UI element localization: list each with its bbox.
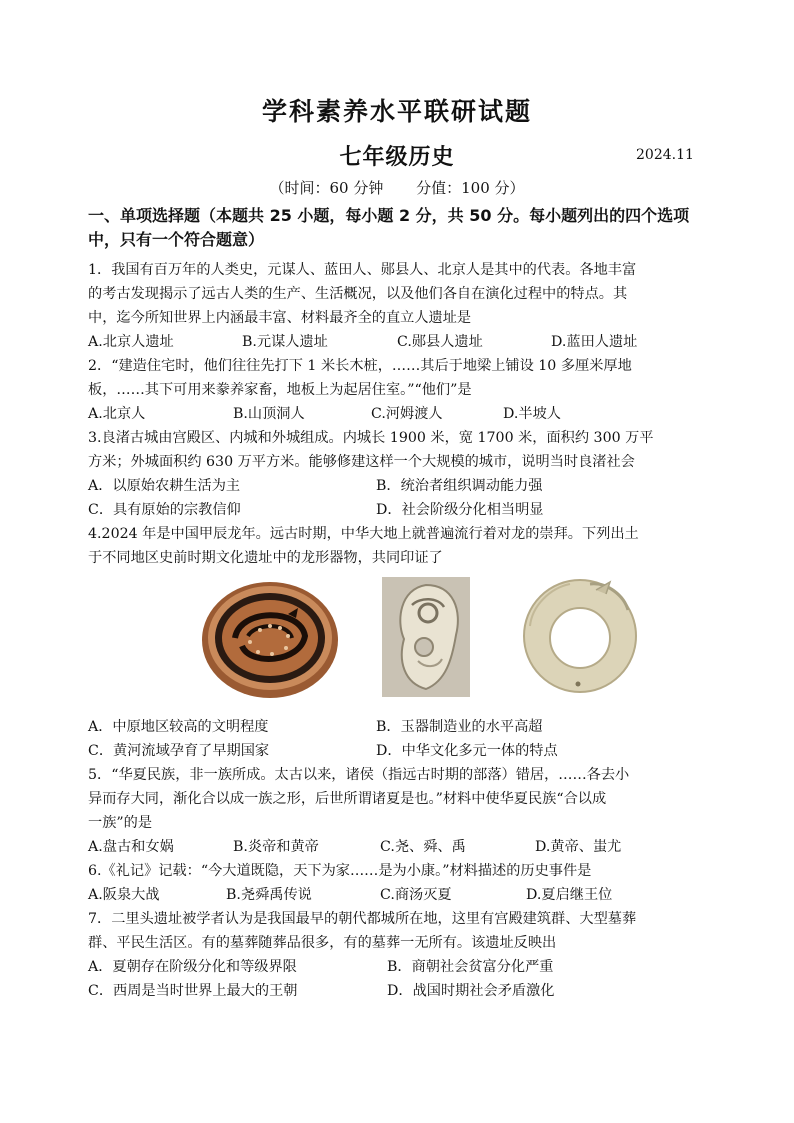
question-4-option-c[interactable]: C．黄河流域孕育了早期国家 xyxy=(88,743,270,759)
question-4-option-d[interactable]: D．中华文化多元一体的特点 xyxy=(376,743,558,759)
question-2-option-a[interactable]: A.北京人 xyxy=(88,406,146,422)
question-5-line-2: 异而存大同，渐化合以成一族之形，后世所谓诸夏是也。”材料中使华夏民族“合以成 xyxy=(88,791,607,807)
question-7-option-d[interactable]: D．战国时期社会矛盾激化 xyxy=(387,983,555,999)
exam-date: 2024.11 xyxy=(636,147,694,163)
question-4-line-1: 4.2024 年是中国甲辰龙年。远古时期，中华大地上就普遍流行着对龙的崇拜。下列出土 xyxy=(88,526,639,542)
question-7-option-c[interactable]: C．西周是当时世界上最大的王朝 xyxy=(88,983,298,999)
question-1-option-d[interactable]: D.蓝田人遗址 xyxy=(551,334,638,350)
exam-time: （时间：60 分钟 xyxy=(269,179,384,197)
question-3-option-a[interactable]: A．以原始农耕生活为主 xyxy=(88,478,241,494)
question-1-line-3: 中，迄今所知世界上内涵最丰富、材料最齐全的直立人遗址是 xyxy=(88,310,472,326)
question-5-line-1: 5．“华夏民族，非一族所成。太古以来，诸侯（指远古时期的部落）错居，……各去小 xyxy=(88,767,630,783)
question-2-option-c[interactable]: C.河姆渡人 xyxy=(371,406,443,422)
question-6-option-d[interactable]: D.夏启继王位 xyxy=(526,887,613,903)
question-1-line-2: 的考古发现揭示了远古人类的生产、生活概况，以及他们各自在演化过程中的特点。其 xyxy=(88,286,628,302)
question-5-option-b[interactable]: B.炎帝和黄帝 xyxy=(233,839,319,855)
question-5-line-3: 一族”的是 xyxy=(88,815,153,831)
question-5-option-c[interactable]: C.尧、舜、禹 xyxy=(380,839,466,855)
question-4-option-a[interactable]: A．中原地区较高的文明程度 xyxy=(88,719,269,735)
jade-c-shaped-dragon-image xyxy=(520,576,642,694)
question-3-option-b[interactable]: B．统治者组织调动能力强 xyxy=(376,478,543,494)
exam-title: 学科素养水平联研试题 xyxy=(261,97,532,126)
question-1-line-1: 1．我国有百万年的人类史，元谋人、蓝田人、郧县人、北京人是其中的代表。各地丰富 xyxy=(88,262,637,278)
question-3-option-d[interactable]: D．社会阶级分化相当明显 xyxy=(376,502,544,518)
jade-pig-dragon-image xyxy=(382,577,470,697)
question-6-option-b[interactable]: B.尧舜禹传说 xyxy=(226,887,312,903)
question-7-option-b[interactable]: B．商朝社会贫富分化严重 xyxy=(387,959,554,975)
question-2-option-d[interactable]: D.半坡人 xyxy=(503,406,561,422)
question-4-line-2: 于不同地区史前时期文化遗址中的龙形器物，共同印证了 xyxy=(88,550,443,566)
question-6-option-c[interactable]: C.商汤灭夏 xyxy=(380,887,452,903)
exam-score: 分值：100 分） xyxy=(416,179,525,197)
question-3-line-1: 3.良渚古城由宫殿区、内城和外城组成。内城长 1900 米，宽 1700 米，面积约 300 万平 xyxy=(88,430,654,446)
question-1-option-c[interactable]: C.郧县人遗址 xyxy=(397,334,483,350)
question-5-option-d[interactable]: D.黄帝、蚩尤 xyxy=(535,839,622,855)
question-3-option-c[interactable]: C．具有原始的宗教信仰 xyxy=(88,502,241,518)
question-2-line-2: 板，……其下可用来豢养家畜，地板上为起居住室。”“他们”是 xyxy=(88,382,472,398)
exam-subject: 七年级历史 xyxy=(339,145,455,170)
exam-meta xyxy=(0,177,794,198)
question-6-option-a[interactable]: A.阪泉大战 xyxy=(88,887,160,903)
question-4-option-b[interactable]: B．玉器制造业的水平高超 xyxy=(376,719,543,735)
question-1-option-a[interactable]: A.北京人遗址 xyxy=(88,334,174,350)
question-6-line-1: 6.《礼记》记载：“今大道既隐，天下为家……是为小康。”材料描述的历史事件是 xyxy=(88,863,592,879)
question-2-line-1: 2．“建造住宅时，他们往往先打下 1 米长木桩，……其后于地梁上铺设 10 多厘米厚地 xyxy=(88,358,632,374)
question-3-line-2: 方米；外城面积约 630 万平方米。能够修建这样一个大规模的城市，说明当时良渚社会 xyxy=(88,454,635,470)
question-7-line-1: 7．二里头遗址被学者认为是我国最早的朝代都城所在地，这里有宫殿建筑群、大型墓葬 xyxy=(88,911,637,927)
section-heading: 一、单项选择题（本题共 25 小题，每小题 2 分，共 50 分。每小题列出的四个选项中，只有一个符合题意） xyxy=(88,206,690,249)
painted-pottery-dragon-plate-image xyxy=(200,578,340,700)
question-1-option-b[interactable]: B.元谋人遗址 xyxy=(242,334,328,350)
question-7-line-2: 群、平民生活区。有的墓葬随葬品很多，有的墓葬一无所有。该遗址反映出 xyxy=(88,935,557,951)
question-5-option-a[interactable]: A.盘古和女娲 xyxy=(88,839,174,855)
question-2-option-b[interactable]: B.山顶洞人 xyxy=(233,406,305,422)
question-7-option-a[interactable]: A．夏朝存在阶级分化和等级界限 xyxy=(88,959,297,975)
